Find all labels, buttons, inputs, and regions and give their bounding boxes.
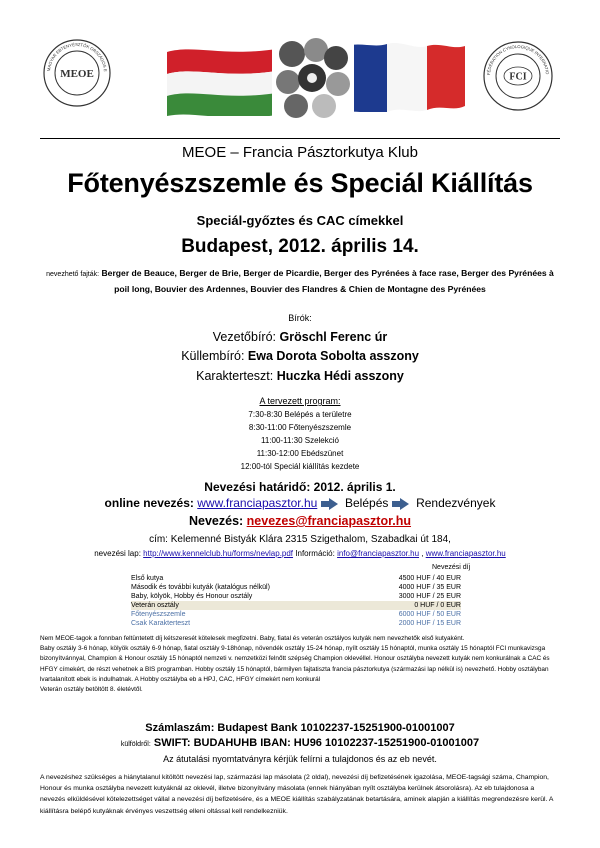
fee-name: Főtenyészszemle <box>131 611 186 618</box>
fee-name: Veterán osztály <box>131 601 359 610</box>
fee-price: 6000 HUF / 50 EUR <box>398 611 461 618</box>
transfer-note: Az átutalási nyomtatványra kérjük felírni a tulajdonos és az eb nevét. <box>163 754 437 764</box>
breeds-label: nevezhető fajták: <box>46 271 100 278</box>
info-email-link[interactable]: info@franciapasztor.hu <box>337 549 420 558</box>
online-entry-label: online nevezés: <box>104 496 194 510</box>
header-divider <box>40 138 560 139</box>
hungarian-flag-icon <box>165 44 285 116</box>
meoe-logo-letters: MEOE <box>60 68 94 80</box>
program-item: 11:30-12:00 Ebédszünet <box>256 449 344 458</box>
judge-role: Küllembíró: <box>181 349 245 363</box>
info-site-link[interactable]: www.franciapasztor.hu <box>425 549 506 558</box>
class-notes <box>40 634 560 695</box>
info-label: Információ: <box>295 549 335 558</box>
fee-header: Nevezési díj <box>432 564 471 571</box>
entry-email-line <box>0 514 600 528</box>
fci-logo-letters: FCI <box>509 71 527 83</box>
fee-price: 4500 HUF / 40 EUR <box>398 575 461 582</box>
french-flag-icon <box>345 40 467 112</box>
fee-name: Második és további kutyák (katalógus nélkül) <box>131 584 270 591</box>
fci-logo-ring-text: FÉDÉRATION CYNOLOGIQUE INTERNATIO <box>485 43 550 76</box>
program-title: A tervezett program: <box>259 396 341 406</box>
entry-email-link[interactable]: nevezes@franciapasztor.hu <box>246 514 412 528</box>
club-name: MEOE – Francia Pásztorkutya Klub <box>182 144 418 161</box>
form-info-line: nevezési lap: http://www.kennelclub.hu/forms/nevlap.pdf Információ: info@franciapasztor.hu , www.franciapasztor.hu <box>94 549 506 558</box>
fee-price: 2000 HUF / 15 EUR <box>398 620 461 627</box>
step-rendezvenyek: Rendezvények <box>416 496 496 510</box>
fee-row <box>131 610 461 619</box>
judge-name: Ewa Dorota Sobolta asszony <box>247 349 419 363</box>
arrow-right-icon <box>400 498 409 510</box>
fee-row <box>131 574 461 583</box>
form-label: nevezési lap: <box>94 549 141 558</box>
footer-requirements: A nevezéshez szükséges a hiánytalanul kitöltött nevezési lap, származási lap másolata (2 oldal), nevezési díj befizetésének igazolása, MEOE-tagsági száma, Champion, Honour és munka osztályba nevezett kutyáknál az oklevél, illetve bizonyítvány másolata (ennek hiányában nyílt osztályba kerülnek átsorolásra). Az eb tulajdonosa a nevezés elküldésével kötelezettséget vállal a nevezési díj befizetésére, és a MEOE kiállítás szabályzatának betartására, aminek alapján a kiállítás megrendezésre kerül. A kiállításra belépő kutyáknak érvényes veszettség elleni oltással kell rendelkezniük. <box>40 774 554 815</box>
online-entry-line <box>0 496 600 510</box>
event-date: Budapest, 2012. április 14. <box>181 236 419 257</box>
meoe-logo <box>42 38 112 108</box>
dog-collage-image <box>272 36 354 120</box>
fci-logo <box>482 40 554 112</box>
program-item: 8:30-11:00 Főtenyészszemle <box>248 423 352 432</box>
fee-row <box>131 583 461 592</box>
page-title: Főtenyészszemle és Speciál Kiállítás <box>67 168 533 198</box>
postal-address: cím: Kelemenné Bistyák Klára 2315 Szigethalom, Szabadkai út 184, <box>149 534 451 545</box>
judges-title: Bírók: <box>288 313 312 323</box>
fee-price: 4000 HUF / 35 EUR <box>398 584 461 591</box>
note-paragraph: Veterán osztály betöltött 8. életévtől. <box>40 686 143 694</box>
judge-name: Huczka Hédi asszony <box>276 369 404 383</box>
fee-price: 0 HUF / 0 EUR <box>359 601 461 610</box>
fee-row <box>131 619 461 628</box>
fee-name: Baby, kölyök, Hobby és Honour osztály <box>131 593 253 600</box>
step-belepes: Belépés <box>345 496 389 510</box>
meoe-logo-ring-text: MAGYAR EBTENYÉSZTŐK ORSZÁGOS E <box>46 41 108 72</box>
judge-role: Karakterteszt: <box>196 369 274 383</box>
fee-row <box>131 601 461 610</box>
judge-name: Gröschl Ferenc úr <box>279 330 388 344</box>
note-paragraph: Baby osztály 3-6 hónap, kölyök osztály 6-9 hónap, fiatal osztály 9-18hónap, növendék osztály 15-24 hónap, nyílt osztály 15 hónaptól, munka osztály 15 hónaptól FCI munkavizsga bizonyítvánnyal, Champion & Honour osztály 15 hónaptól nemzeti v. nemzetközi felnőtt szépség Champion oklevéllel. Honour osztályba nevezett kutyák nem konkurálnak a CAC és HFGY címekért, de részt vehetnek a BIS programban. Hobby osztály 15 hónaptól, bármilyen fajtatiszta francia pásztorkutya (származási lap nélkül is) nevezhető. Hobby osztályban lvartalanított ebek is indulhatnak. A Hobby osztályba eb a HPJ, CAC, HFGY címekért nem konkurál <box>40 645 550 683</box>
bank-account: Számlaszám: Budapest Bank 10102237-15251900-01001007 <box>145 722 455 734</box>
breeds-block <box>40 266 560 297</box>
subtitle: Speciál-győztes és CAC címekkel <box>196 213 404 228</box>
entry-email-label: Nevezés: <box>188 514 244 528</box>
form-link[interactable]: http://www.kennelclub.hu/forms/nevlap.pdf <box>143 549 294 558</box>
judge-row <box>0 330 600 344</box>
fee-name: Csak Karakterteszt <box>131 620 191 627</box>
note-paragraph: Nem MEOE-tagok a fonnban feltüntetett díj kétszeresét kötelesek megfizetni. Baby, fiatal és veterán osztályos kutyák nem nevezhetők első kutyaként. <box>40 635 465 642</box>
fee-table <box>131 574 461 628</box>
program-item: 7:30-8:30 Belépés a területre <box>248 410 352 419</box>
program-item: 12:00-tól Speciál kiállítás kezdete <box>240 462 360 471</box>
abroad-label: külföldről: <box>120 741 151 748</box>
fee-price: 3000 HUF / 25 EUR <box>398 593 461 600</box>
judge-row <box>0 369 600 383</box>
bank-swift-line <box>0 737 600 749</box>
fee-name: Első kutya <box>131 575 164 582</box>
entry-deadline: Nevezési határidő: 2012. április 1. <box>204 480 396 494</box>
program-item: 11:00-11:30 Szelekció <box>261 436 339 445</box>
judge-role: Vezetőbíró: <box>212 330 277 344</box>
judge-row <box>0 349 600 363</box>
arrow-right-icon <box>329 498 338 510</box>
website-link[interactable]: www.franciapasztor.hu <box>197 496 318 510</box>
swift-iban: SWIFT: BUDAHUHB IBAN: HU96 10102237-15251900-01001007 <box>153 737 480 749</box>
breeds-list: Berger de Beauce, Berger de Brie, Berger de Picardie, Berger des Pyrénées à face rase, Berger des Pyrénées à poil long, Bouvier des Ardennes, Bouvier des Flandres & Chien de Montagne des Pyrénées <box>101 268 554 294</box>
fee-row <box>131 592 461 601</box>
svg-text:FÉDÉRATION CYNOLOGIQUE INTERNA <box>482 40 550 75</box>
